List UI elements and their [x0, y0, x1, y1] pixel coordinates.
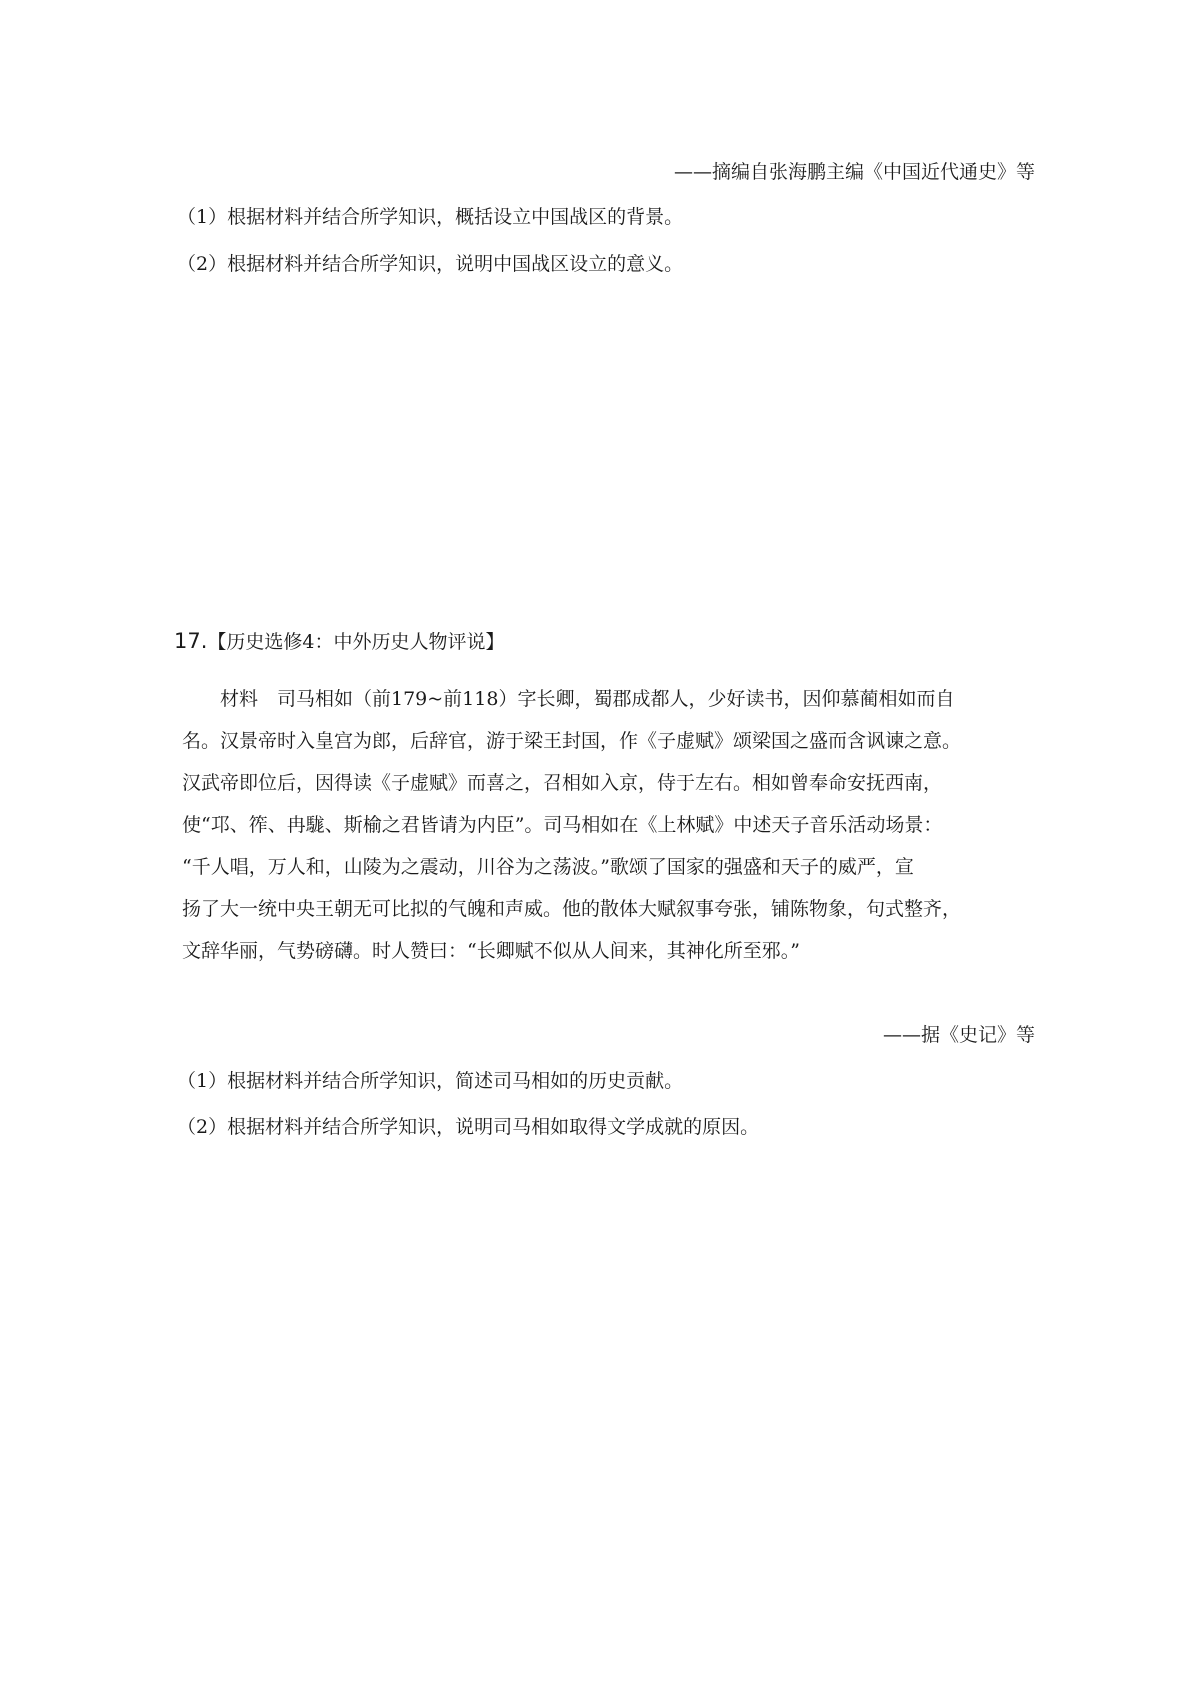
material-line: 汉武帝即位后，因得读《子虚赋》而喜之，召相如入京，侍于左右。相如曾奉命安抚西南，: [182, 772, 943, 794]
question-1-top: （1）根据材料并结合所学知识，概括设立中国战区的背景。: [177, 206, 684, 228]
material-line: 扬了大一统中央王朝无可比拟的气魄和声威。他的散体大赋叙事夸张，铺陈物象，句式整齐，: [182, 898, 962, 920]
material-line: 名。汉景帝时入皇宫为郎，后辞官，游于梁王封国，作《子虚赋》颂梁国之盛而含讽谏之意。: [182, 730, 962, 752]
source-citation-17: ——据《史记》等: [882, 1024, 1035, 1046]
question-17-1: （1）根据材料并结合所学知识，简述司马相如的历史贡献。: [177, 1070, 684, 1092]
material-line: “千人唱，万人和，山陵为之震动，川谷为之荡波。”歌颂了国家的强盛和天子的威严，宣: [182, 856, 914, 878]
source-citation-top: ——摘编自张海鹏主编《中国近代通史》等: [673, 161, 1035, 183]
question-number: 17.: [174, 629, 208, 653]
material-paragraph: [182, 678, 1030, 972]
material-line: 材料 司马相如（前179~前118）字长卿，蜀郡成都人，少好读书，因仰慕蔺相如而自: [220, 688, 955, 710]
question-2-top: （2）根据材料并结合所学知识，说明中国战区设立的意义。: [177, 253, 684, 275]
question-17-heading: [174, 627, 505, 656]
material-line: 使“邛、筰、冉駹、斯榆之君皆请为内臣”。司马相如在《上林赋》中述天子音乐活动场景：: [182, 814, 943, 836]
question-title: 【历史选修4：中外历史人物评说】: [207, 631, 505, 653]
question-17-2: （2）根据材料并结合所学知识，说明司马相如取得文学成就的原因。: [177, 1116, 760, 1138]
material-line: 文辞华丽，气势磅礴。时人赞曰：“长卿赋不似从人间来，其神化所至邪。”: [182, 940, 800, 962]
